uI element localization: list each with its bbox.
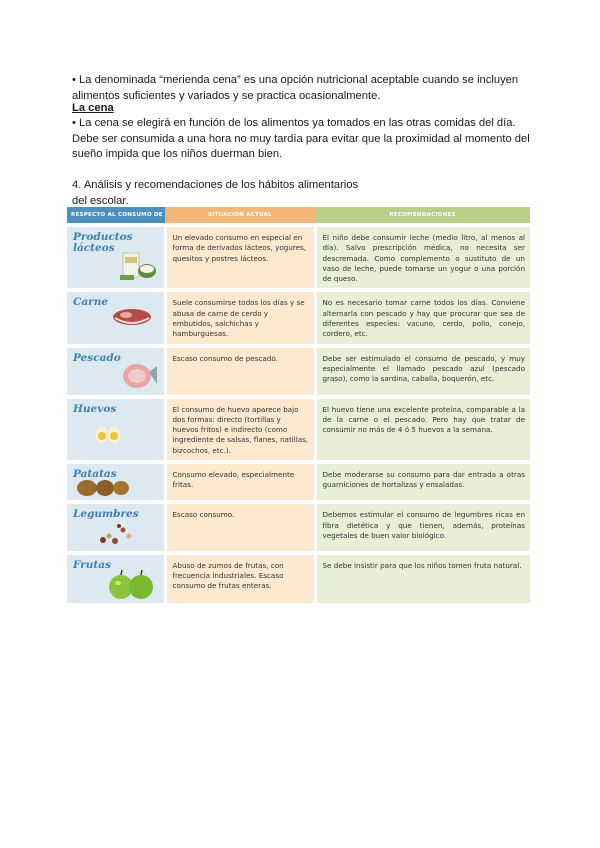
category-label: Huevos — [73, 402, 117, 415]
cena-line-3: sueño impida que los niños duerman bien. — [72, 148, 283, 160]
situation-text: Consumo elevado, especialmente fritas. — [172, 470, 295, 490]
merienda-paragraph — [72, 73, 542, 104]
recommendation-cell — [315, 553, 530, 605]
merienda-line-1: • La denominada “merienda cena” es una opción nutricional aceptable cuando se incluyen — [72, 74, 519, 86]
table-row — [67, 397, 530, 462]
table-row — [67, 346, 530, 397]
recommendation-cell — [315, 346, 530, 397]
fruits-icon — [107, 565, 161, 601]
dairy-products-icon — [119, 247, 159, 281]
cena-heading: La cena — [72, 102, 114, 114]
table-row — [67, 225, 530, 290]
situation-text: Un elevado consumo en especial en forma de derivados lácteos, yogures, quesitos y postres lácteos. — [172, 233, 307, 263]
category-label: Productos lácteos — [73, 231, 133, 255]
situation-cell — [165, 290, 315, 345]
category-label: Frutas — [73, 558, 112, 571]
recommendation-text: Se debe insistir para que los niños tomen fruta natural. — [322, 560, 522, 570]
recommendation-cell — [315, 502, 530, 552]
category-label: Carne — [73, 296, 109, 309]
table-row — [67, 502, 530, 552]
situation-cell — [165, 346, 315, 397]
category-cell — [67, 225, 165, 290]
situation-cell — [165, 225, 315, 290]
section-title-line-2: del escolar. — [72, 194, 129, 207]
category-cell — [67, 462, 165, 502]
header-category: RESPECTO AL CONSUMO DE — [67, 207, 165, 225]
recommendation-text: Debe ser estimulado el consumo de pescado, y muy especialmente el llamado pescado azul (pescado graso), como la sardina, caballa, boquerón, etc. — [322, 353, 525, 383]
category-cell — [67, 346, 165, 397]
header-situation: SITUACIÓN ACTUAL — [165, 207, 315, 225]
recommendation-text: No es necesario tomar carne todos los días. Conviene alternarla con pescado y hay que procurar que sea de diferentes especies: vacuno, cerdo, pollo, conejo, cordero, etc. — [322, 298, 525, 339]
table-row — [67, 462, 530, 502]
situation-text: El consumo de huevo aparece bajo dos formas: directo (tortillas y huevos fritos) e indirecto (como ingrediente de salsas, flanes, natillas, bizcochos, etc.). — [172, 404, 309, 455]
category-label: Pescado — [73, 351, 121, 364]
cena-line-1: • La cena se elegirá en función de los alimentos ya tomados en las otras comidas del día. — [72, 117, 516, 129]
category-cell — [67, 502, 165, 552]
section-title-line-1: 4. Análisis y recomendaciones de los hábitos alimentarios — [72, 179, 359, 191]
category-cell — [67, 553, 165, 605]
situation-text: Escaso consumo de pescado. — [172, 353, 278, 363]
recommendation-text: El huevo tiene una excelente proteína, comparable a la de la carne o el pescado. Pero hay que tratar de consumir no más de 4 ó 5 huevos a la semana. — [322, 404, 525, 435]
recommendation-cell — [315, 225, 530, 290]
header-recommendations: RECOMENDACIONES — [315, 207, 530, 225]
recommendation-text: Debe moderarse su consumo para dar entrada a otras guarniciones de hortalizas y ensaladas. — [322, 470, 525, 490]
table-row — [67, 553, 530, 605]
eating-habits-table — [67, 207, 530, 607]
situation-text: Abuso de zumos de frutas, con frecuencia industriales. Escaso consumo de frutas enteras. — [172, 560, 284, 591]
section-title — [72, 178, 542, 209]
cena-line-2: Debe ser consumida a una hora no muy tardía para evitar que la proximidad al momento del — [72, 132, 530, 145]
potatoes-icon — [75, 478, 131, 498]
situation-text: Suele consumirse todos los días y se abusa de carne de cerdo y embutidos, salchichas y hamburguesas. — [172, 298, 305, 339]
legumes-icon — [97, 522, 137, 546]
fish-icon — [119, 358, 159, 392]
category-cell — [67, 397, 165, 462]
table-header-row — [67, 207, 530, 225]
recommendation-cell — [315, 290, 530, 345]
situation-cell — [165, 553, 315, 605]
recommendation-text: El niño debe consumir leche (medio litro, al menos al día). Salvo prescripción médica, no necesita ser descremada. Como complemento o sustituto de un vaso de leche, puede tomarse un yogur o una porción de queso. — [322, 233, 525, 283]
merienda-line-2: alimentos suficientes y variados y se practica ocasionalmente. — [72, 89, 381, 102]
recommendation-cell — [315, 397, 530, 462]
table-row — [67, 290, 530, 345]
category-label: Patatas — [73, 468, 117, 481]
situation-cell — [165, 397, 315, 462]
situation-cell — [165, 502, 315, 552]
cena-paragraph — [72, 116, 542, 163]
situation-text: Escaso consumo. — [172, 510, 235, 520]
category-cell — [67, 290, 165, 345]
eggs-icon — [93, 423, 123, 445]
category-label: Legumbres — [73, 508, 139, 521]
situation-cell — [165, 462, 315, 502]
recommendation-text: Debemos estimular el consumo de legumbres ricas en fibra dietética y que tienen, además, proteínas vegetales de buen valor biológico. — [322, 510, 525, 540]
meat-icon — [111, 306, 153, 328]
recommendation-cell — [315, 462, 530, 502]
